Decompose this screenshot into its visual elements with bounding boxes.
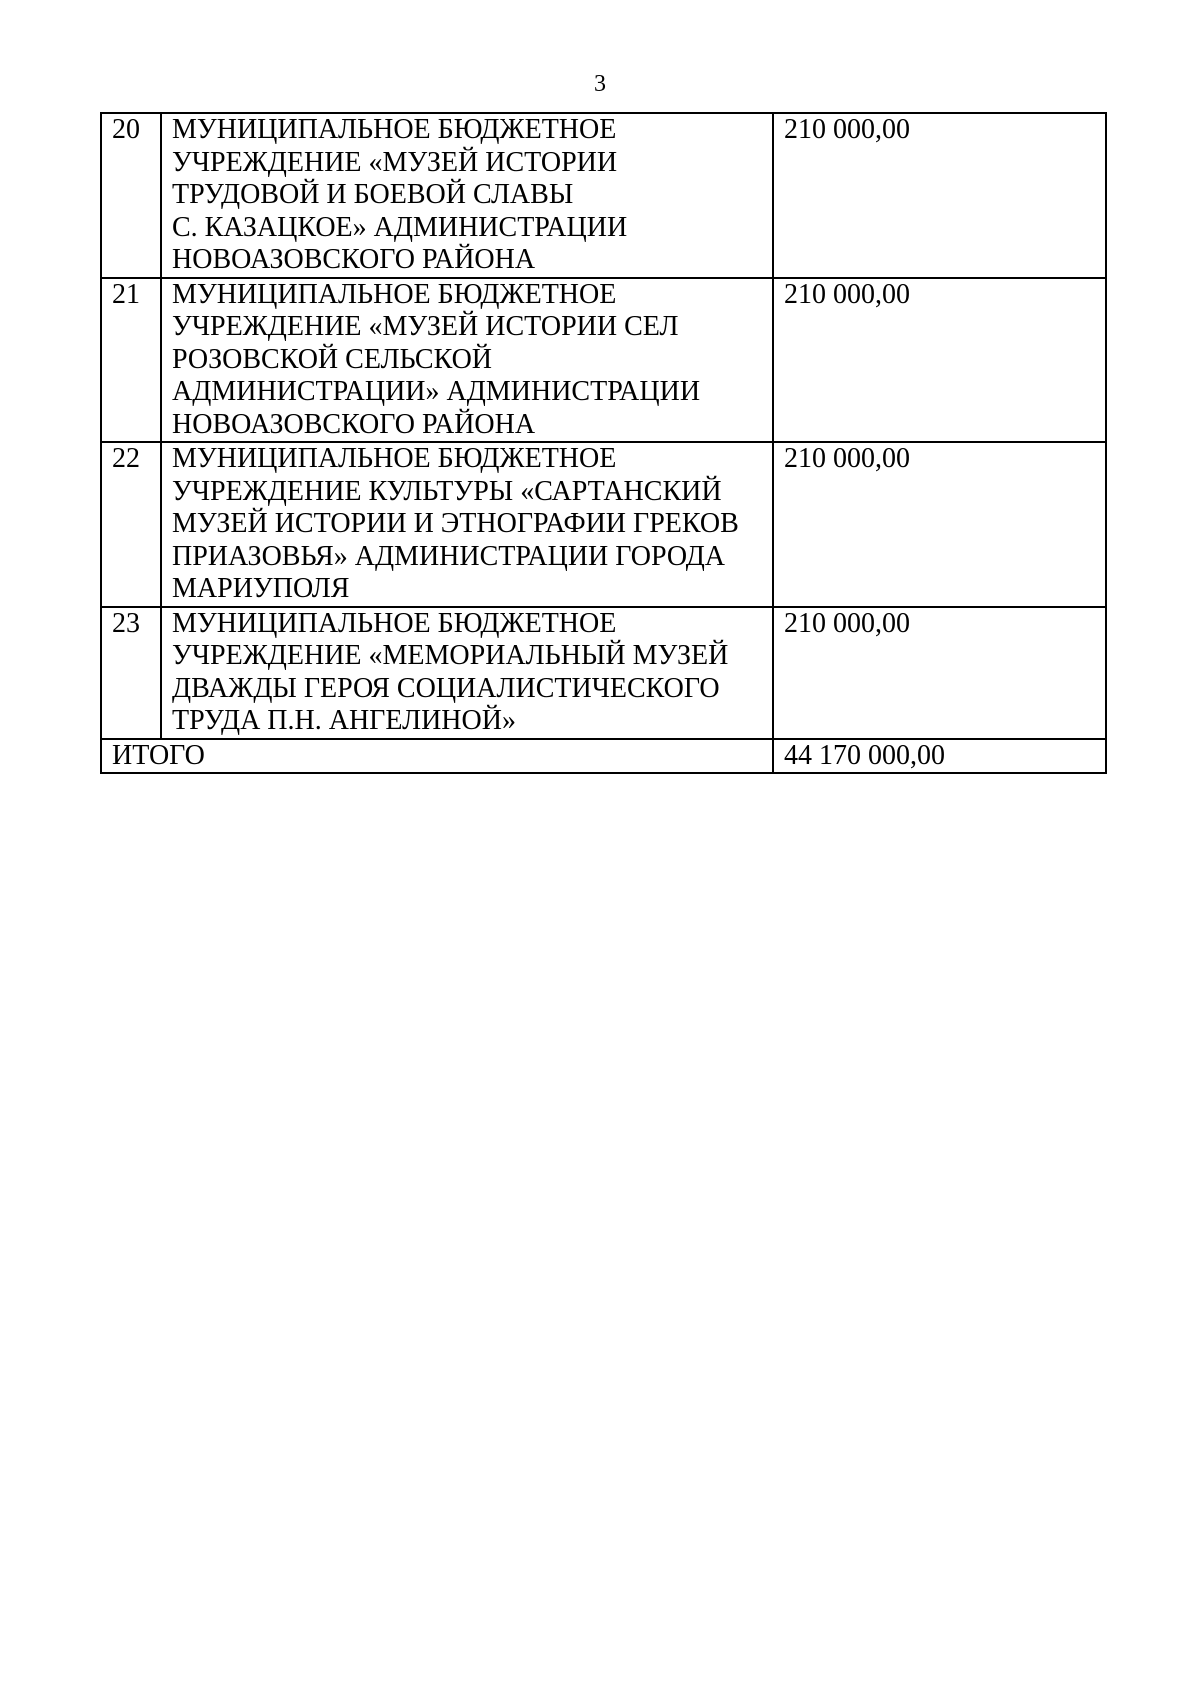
total-row [101, 739, 1106, 774]
table-row [101, 442, 1106, 607]
name-line: С. КАЗАЦКОЕ» АДМИНИСТРАЦИИ [172, 211, 628, 243]
name-line: УЧРЕЖДЕНИЕ «МУЗЕЙ ИСТОРИИ СЕЛ [172, 311, 679, 342]
institution-name [161, 442, 773, 607]
amount: 210 000,00 [773, 113, 1106, 278]
amount: 210 000,00 [773, 607, 1106, 739]
name-line: АДМИНИСТРАЦИИ» АДМИНИСТРАЦИИ [172, 376, 701, 407]
amount: 210 000,00 [773, 442, 1106, 607]
name-line: ТРУДА П.Н. АНГЕЛИНОЙ» [172, 705, 516, 736]
name-line: ПРИАЗОВЬЯ» АДМИНИСТРАЦИИ ГОРОДА [172, 540, 726, 572]
total-amount: 44 170 000,00 [773, 739, 1106, 774]
name-line: УЧРЕЖДЕНИЕ КУЛЬТУРЫ «САРТАНСКИЙ [172, 475, 722, 507]
page-number: 3 [594, 71, 606, 97]
institution-name [161, 607, 773, 739]
total-label: ИТОГО [101, 739, 773, 774]
row-number: 20 [101, 113, 161, 278]
name-line: МУНИЦИПАЛЬНОЕ БЮДЖЕТНОЕ [172, 443, 617, 474]
name-line: НОВОАЗОВСКОГО РАЙОНА [172, 244, 536, 275]
name-line: МУЗЕЙ ИСТОРИИ И ЭТНОГРАФИИ ГРЕКОВ [172, 508, 739, 539]
name-line: МУНИЦИПАЛЬНОЕ БЮДЖЕТНОЕ [172, 607, 617, 639]
name-line: ДВАЖДЫ ГЕРОЯ СОЦИАЛИСТИЧЕСКОГО [172, 672, 720, 704]
amount: 210 000,00 [773, 278, 1106, 443]
table-row [101, 607, 1106, 739]
row-number: 23 [101, 607, 161, 739]
institution-name [161, 278, 773, 443]
table-row [101, 278, 1106, 443]
row-number: 22 [101, 442, 161, 607]
name-line: НОВОАЗОВСКОГО РАЙОНА [172, 408, 536, 440]
name-line: РОЗОВСКОЙ СЕЛЬСКОЙ [172, 343, 493, 375]
row-number: 21 [101, 278, 161, 443]
table-row [101, 113, 1106, 278]
allocation-table [100, 112, 1107, 774]
name-line: УЧРЕЖДЕНИЕ «МУЗЕЙ ИСТОРИИ [172, 146, 618, 178]
name-line: ТРУДОВОЙ И БОЕВОЙ СЛАВЫ [172, 179, 574, 210]
name-line: МУНИЦИПАЛЬНОЕ БЮДЖЕТНОЕ [172, 114, 617, 145]
name-line: МАРИУПОЛЯ [172, 573, 350, 604]
institution-name [161, 113, 773, 278]
name-line: УЧРЕЖДЕНИЕ «МЕМОРИАЛЬНЫЙ МУЗЕЙ [172, 640, 729, 671]
name-line: МУНИЦИПАЛЬНОЕ БЮДЖЕТНОЕ [172, 278, 617, 310]
